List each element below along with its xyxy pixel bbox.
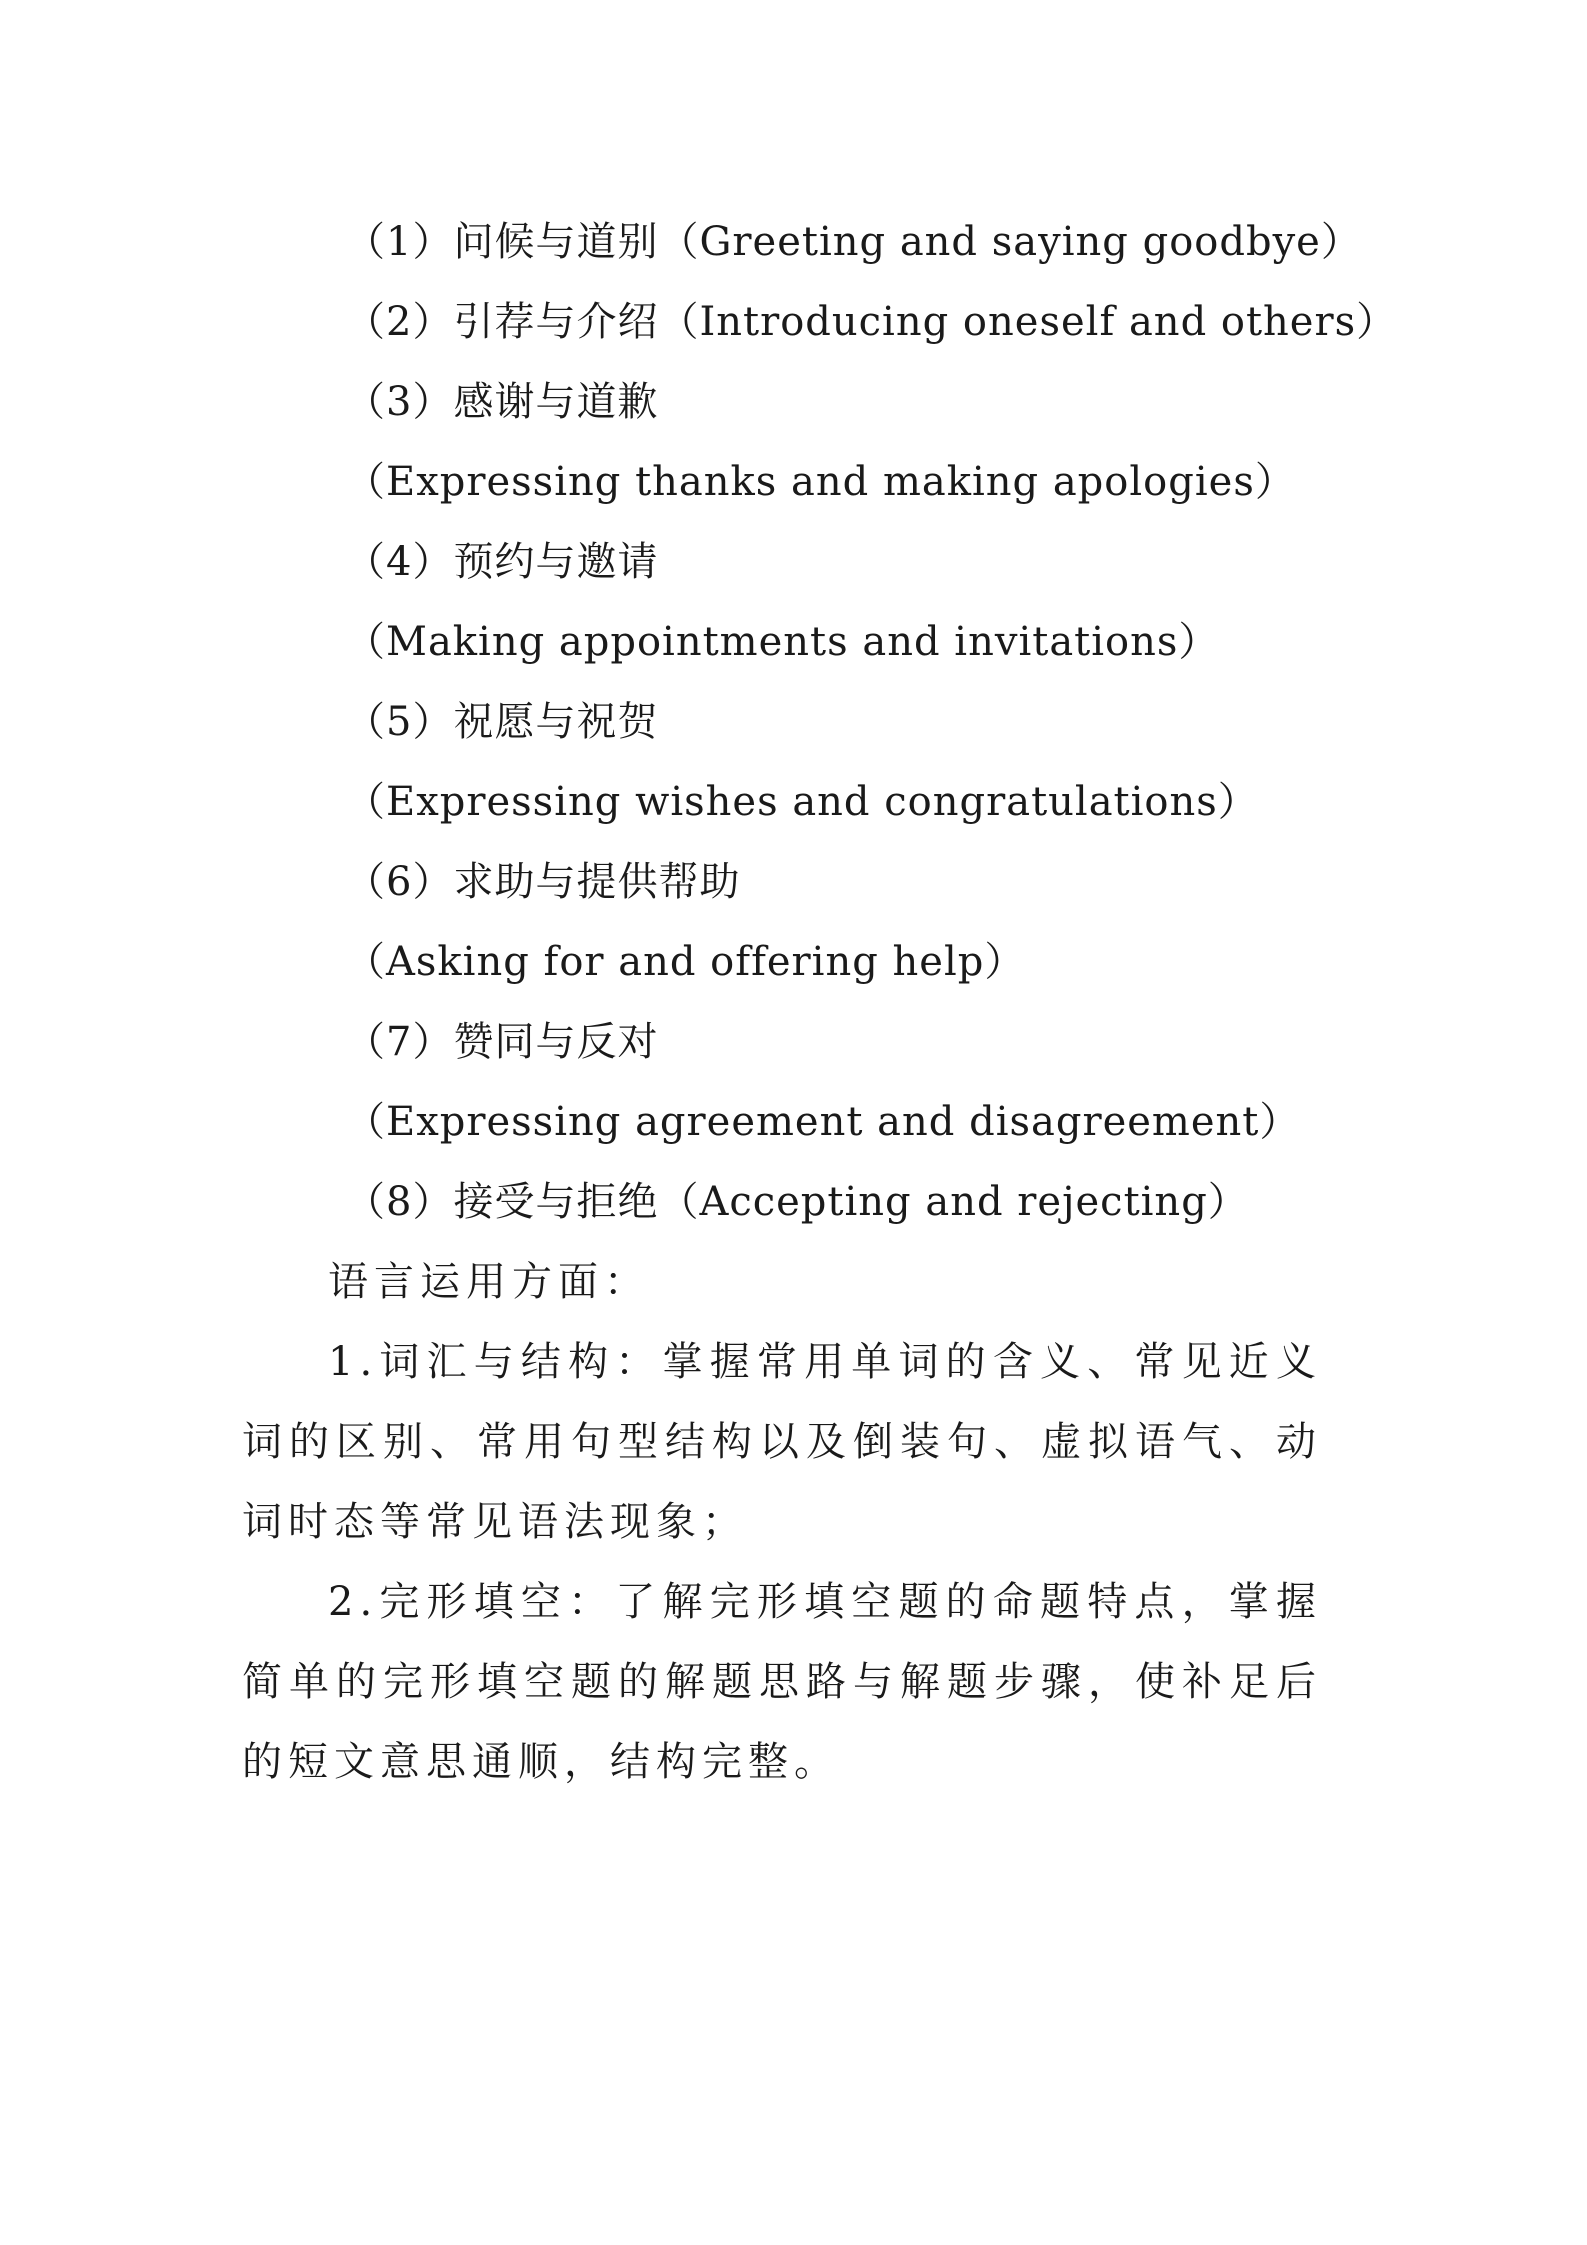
function-item-wishes-english: （Expressing wishes and congratulations） — [345, 779, 1259, 825]
cloze-paragraph: 2.完形填空：了解完形填空题的命题特点，掌握简单的完形填空题的解题思路与解题步骤，使补足后的短文意思通顺，结构完整。 — [242, 1579, 1322, 1785]
function-item-thanks-english: （Expressing thanks and making apologies） — [345, 459, 1296, 505]
function-item-agreement-english: （Expressing agreement and disagreement） — [345, 1099, 1301, 1145]
function-item-appointments-english: （Making appointments and invitations） — [345, 619, 1220, 665]
section-heading: 语言运用方面： — [328, 1259, 650, 1305]
function-item-accepting: （8）接受与拒绝（Accepting and rejecting） — [345, 1179, 1249, 1225]
function-item-greeting: （1）问候与道别（Greeting and saying goodbye） — [345, 219, 1362, 265]
function-item-introducing: （2）引荐与介绍（Introducing oneself and others） — [345, 299, 1398, 345]
function-item-appointments: （4）预约与邀请 — [345, 539, 659, 585]
vocabulary-paragraph: 1.词汇与结构：掌握常用单词的含义、常见近义词的区别、常用句型结构以及倒装句、虚拟语气、动词时态等常见语法现象； — [242, 1339, 1322, 1545]
function-item-wishes: （5）祝愿与祝贺 — [345, 699, 659, 745]
function-item-thanks: （3）感谢与道歉 — [345, 379, 659, 425]
function-item-help-english: （Asking for and offering help） — [345, 939, 1026, 985]
function-item-agreement: （7）赞同与反对 — [345, 1019, 659, 1065]
function-item-help: （6）求助与提供帮助 — [345, 859, 741, 905]
